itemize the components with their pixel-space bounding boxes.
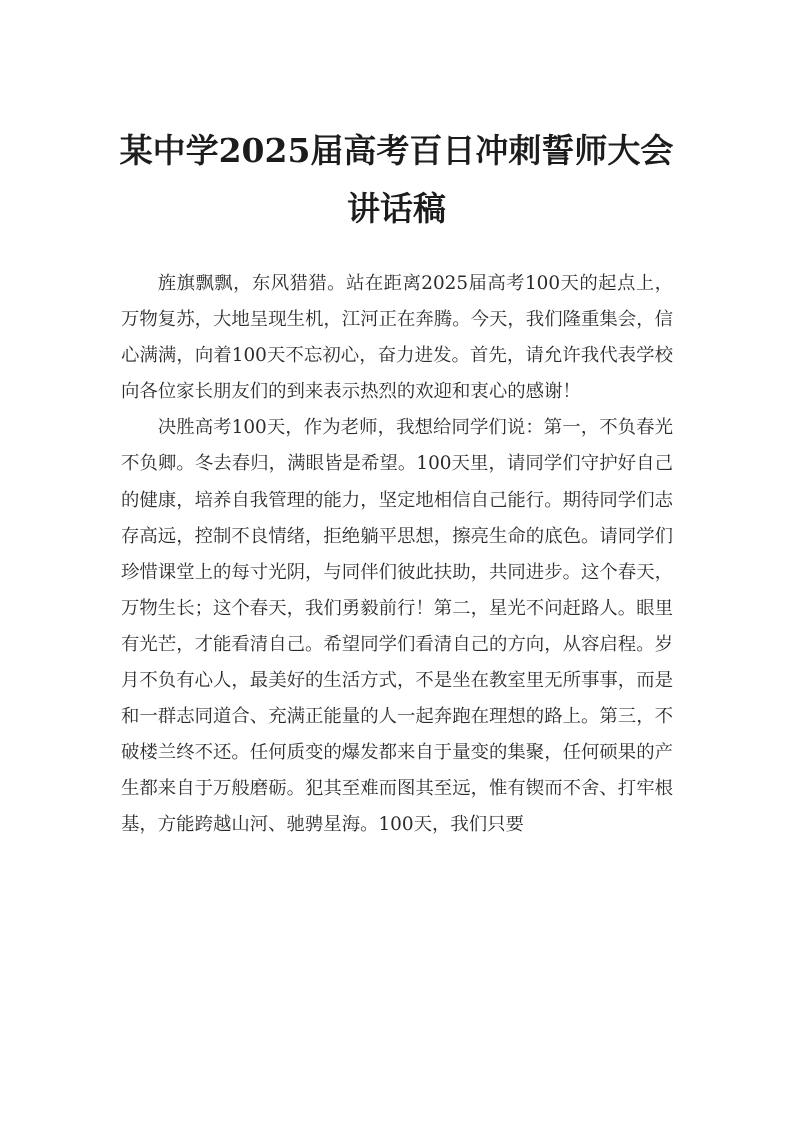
paragraph-teacher-message: 决胜高考100天，作为老师，我想给同学们说：第一，不负春光不负卿。冬去春归，满眼皆是希望。100天里，请同学们守护好自己的健康，培养自我管理的能力，坚定地相信自己能行。期待同学们志存高远，控制不良情绪，拒绝躺平思想，擦亮生命的底色。请同学们珍惜课堂上的每寸光阴，与同伴们彼此扶助，共同进步。这个春天，万物生长；这个春天，我们勇毅前行！第二，星光不问赶路人。眼里有光芒，才能看清自己。希望同学们看清自己的方向，从容启程。岁月不负有心人，最美好的生活方式，不是坐在教室里无所事事，而是和一群志同道合、充满正能量的人一起奔跑在理想的路上。第三，不破楼兰终不还。任何质变的爆发都来自于量变的集聚，任何硕果的产生都来自于万般磨砺。犯其至难而图其至远，惟有锲而不舍、打牢根基，方能跨越山河、驰骋星海。100天，我们只要 — [121, 417, 673, 836]
document-body — [121, 266, 673, 844]
document-title: 某中学2025届高考百日冲刺誓师大会讲话稿 — [119, 131, 674, 228]
paragraph-opening: 旌旗飘飘，东风猎猎。站在距离2025届高考100天的起点上，万物复苏，大地呈现生机，江河正在奔腾。今天，我们隆重集会，信心满满，向着100天不忘初心，奋力进发。首先，请允许我代表学校向各位家长朋友们的到来表示热烈的欢迎和衷心的感谢！ — [121, 273, 673, 403]
